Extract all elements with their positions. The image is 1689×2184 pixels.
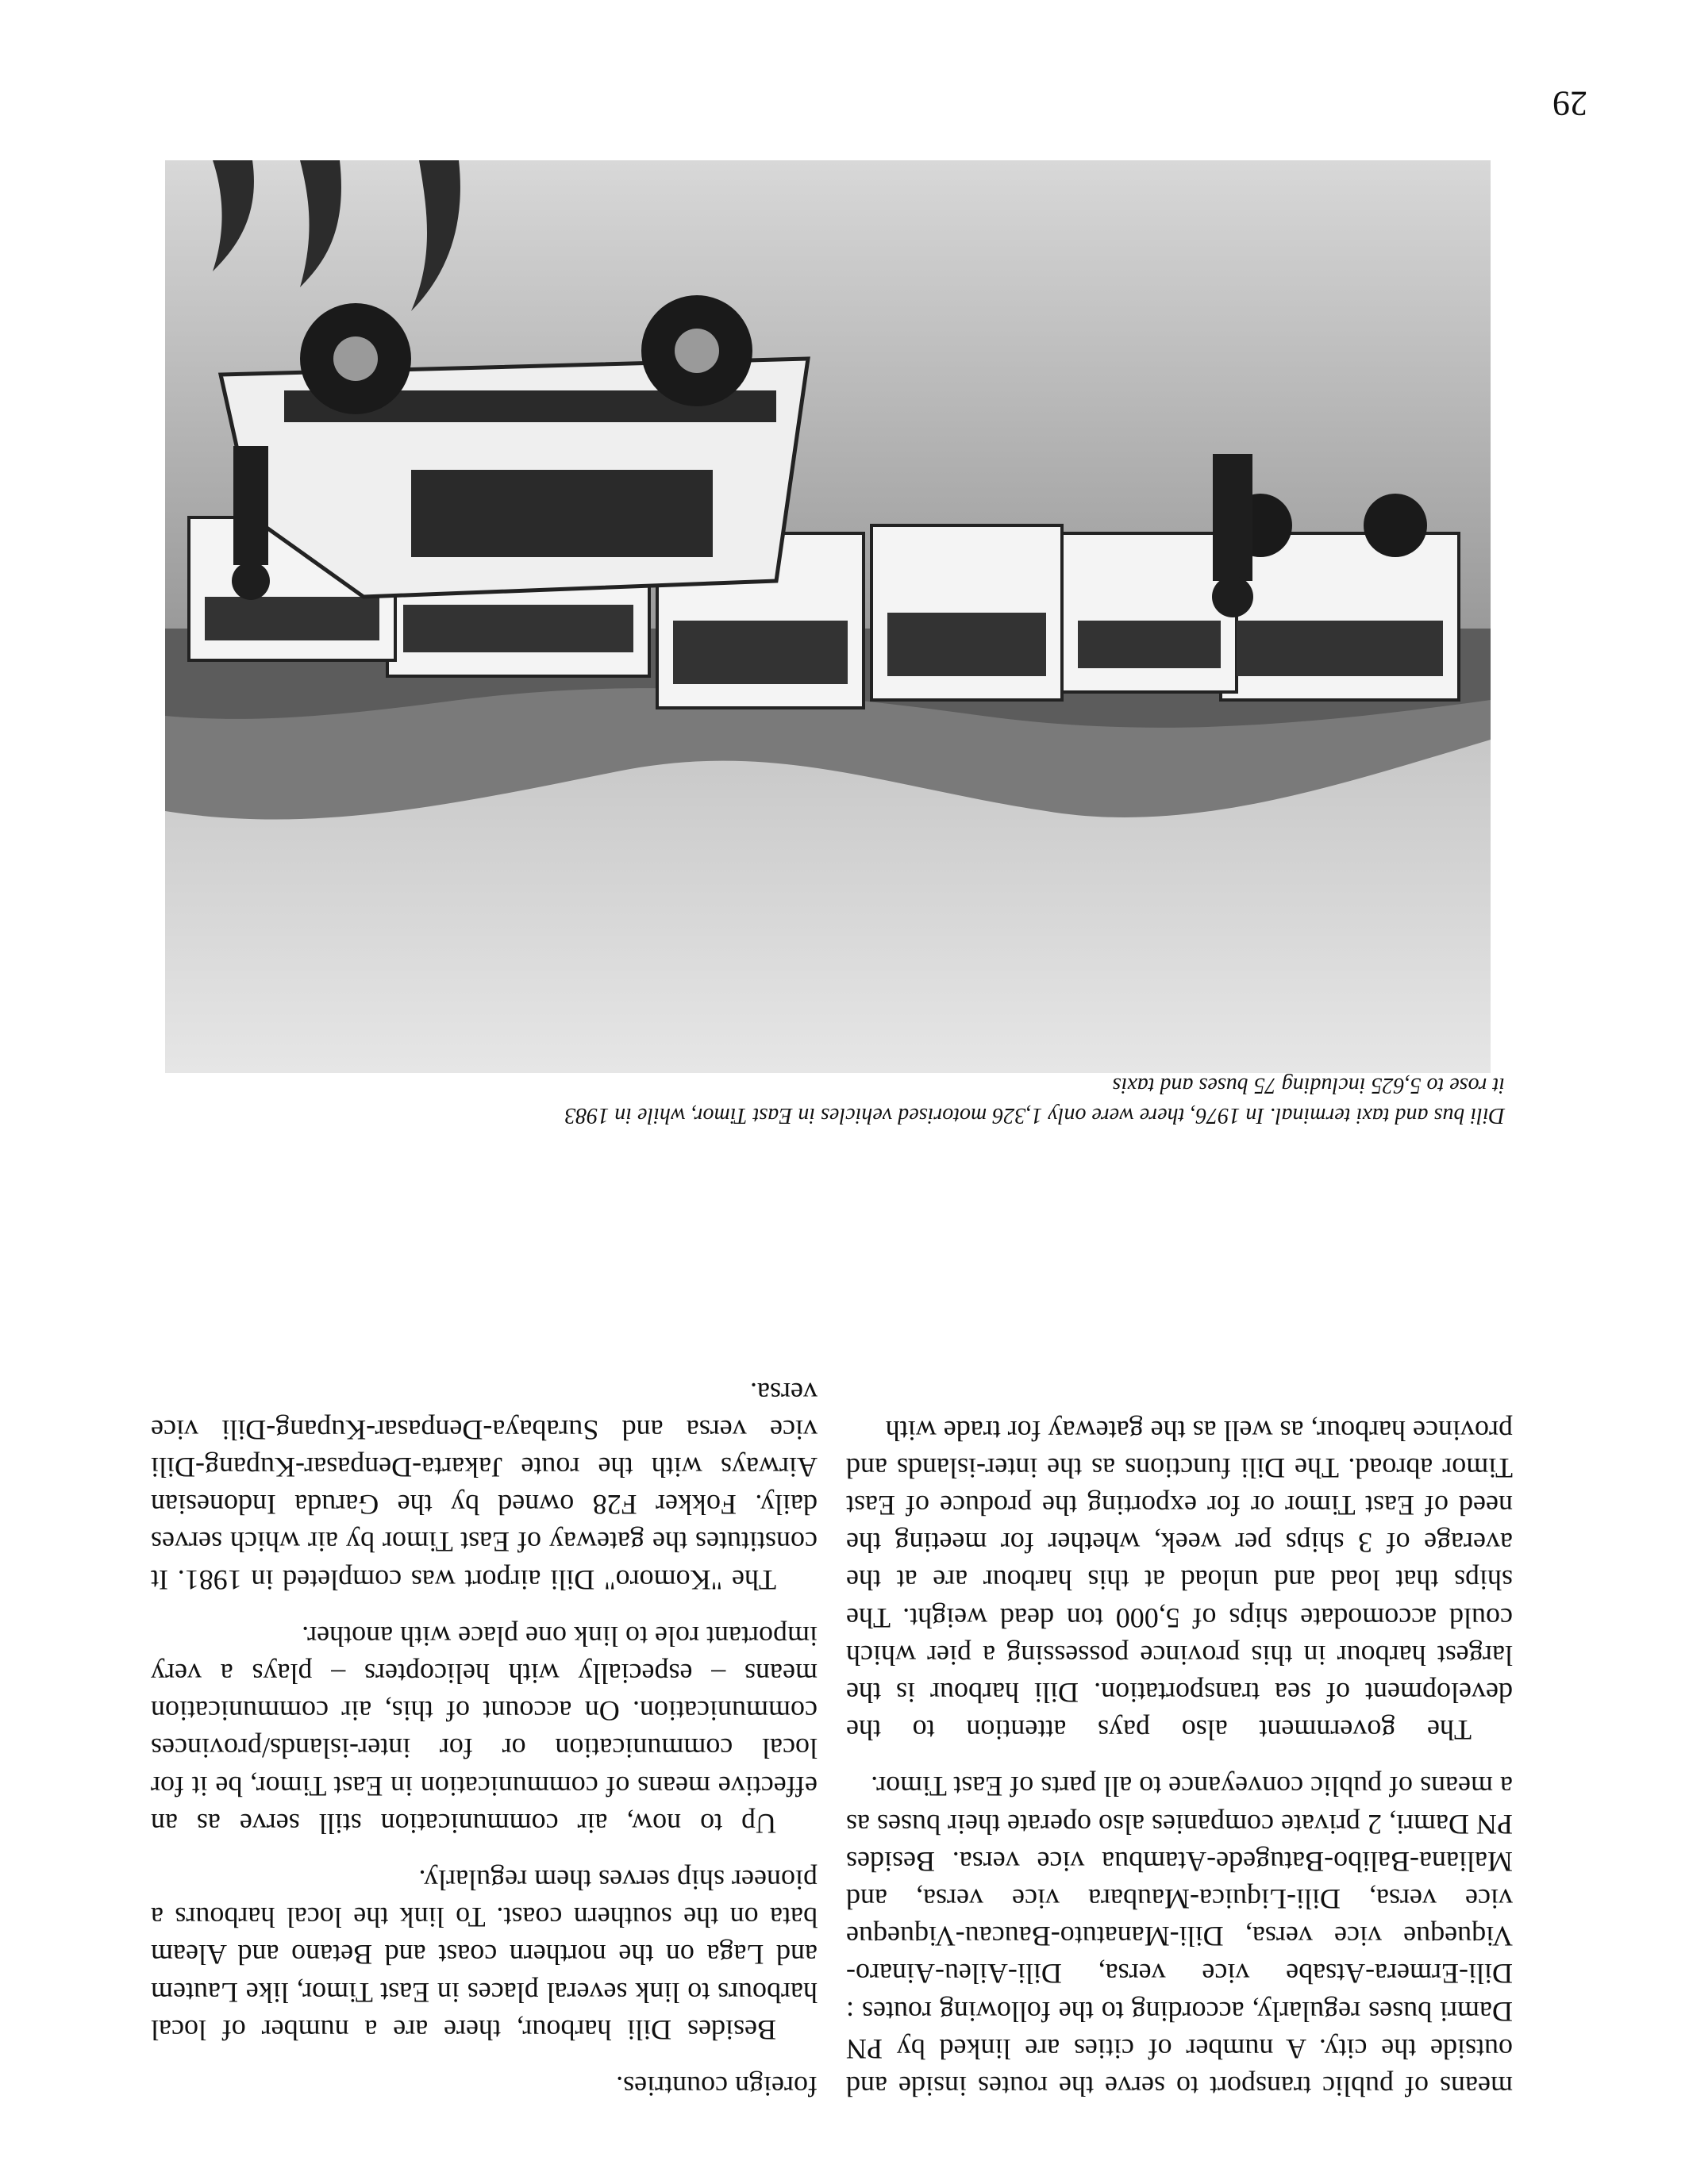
paragraph: The "Komoro" Dili airport was completed in 1981. It constitutes the gateway of East Timor by air which serves daily. Fokker F28 owned by the Garuda Indonesian Airways with the route Jakarta-Denpasar-Kupang-Dili vice versa and Surabaya-Denpasar-Kupang-Dili vice versa.	[151, 1376, 818, 1596]
paragraph: means of public transport to serve the routes inside and outside the city. A number of cities are linked by PN Damri buses regularly, according to the following routes : Dili-Ermera-Atsabe vice versa, Dili-Aileu-Ainaro-Viqueque vice versa, Dili-Manatuto-Baucau-Viqueque vice versa, Dili-Liquica-Maubara vice versa, and Maliana-Balibo-Batugede-Atambua vice versa. Besides PN Damri, 2 private companies also operate their buses as a means of public conveyance to all parts of East Timor.	[846, 1771, 1513, 2102]
text-column-left	[846, 1411, 1513, 2105]
paragraph: Up to now, air communication still serve as an effective means of communication in East Timor, be it for local communication or for inter-islands/provinces communication. On account of this, air communication means – especially with helicopters – plays a very important role to link one place with another.	[151, 1620, 818, 1840]
paragraph: Besides Dili harbour, there are a number of local harbours to link several places in East Timor, like Lautem and Laga on the northern coast and Betano and Aleam bata on the southern coast. To link the local harbours a pioneer ship serves them regularly.	[151, 1863, 818, 2046]
caption-line: it rose to 5,625 including 75 buses and taxis	[1112, 1073, 1505, 1098]
text-column-right	[151, 1373, 818, 2105]
page-number: 29	[1552, 84, 1587, 123]
bus-terminal-illustration	[165, 160, 1491, 1073]
paragraph: foreign countries.	[616, 2071, 818, 2102]
bus-terminal-photo	[165, 160, 1491, 1073]
photo-caption	[148, 1070, 1505, 1130]
caption-line: Dili bus and taxi terminal. In 1976, there were only 1,326 motorised vehicles in East Timor, while in 1983	[564, 1103, 1505, 1128]
paragraph: The government also pays attention to the development of sea transportation. Dili harbour is the largest harbour in this province possessing a pier which could accomodate ships of 5,000 ton dead weight. The ships that load and unload at this harbour are at the average of 3 ships per week, whether for meeting the need of East Timor or for exporting the produce of East Timor abroad. The Dili functions as the inter-islands and province harbour, as well as the gateway for trade with	[846, 1414, 1513, 1747]
